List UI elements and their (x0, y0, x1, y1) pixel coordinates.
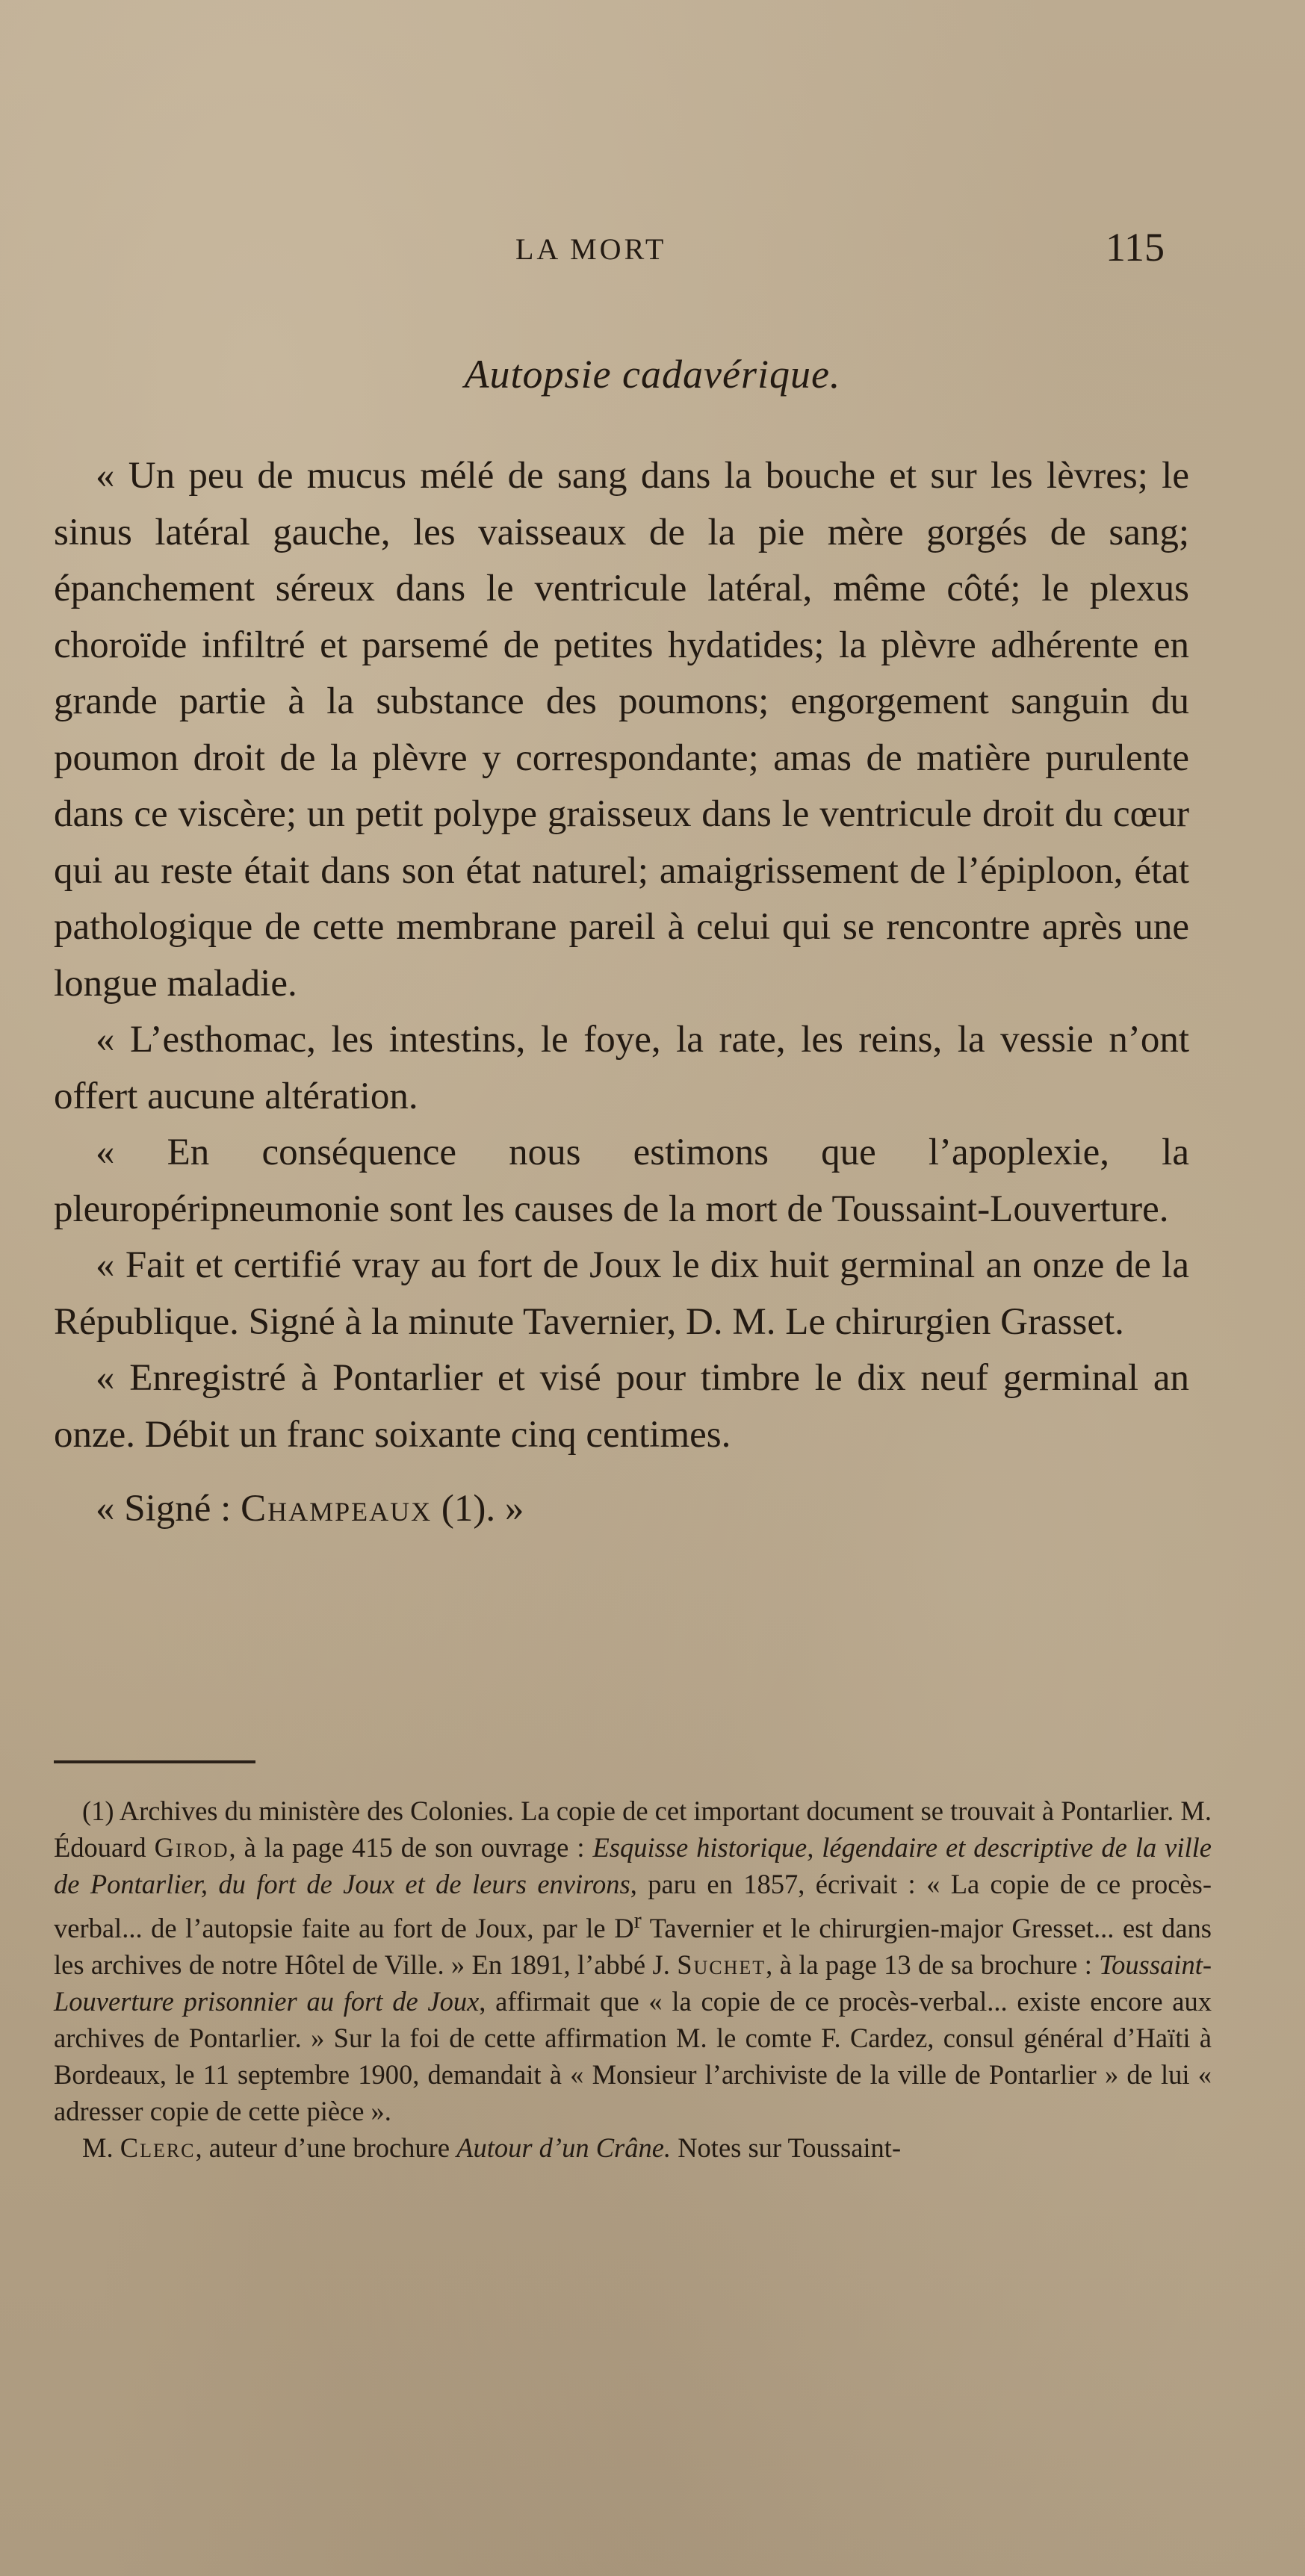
footnote-1-text: , à la page 13 de sa brochure : (766, 1949, 1100, 1981)
author-clerc: Clerc (120, 2132, 196, 2164)
signature-suffix: (1). » (432, 1488, 524, 1530)
paragraph-registration: « Enregistré à Pontarlier et visé pour timbre le dix neuf germinal an onze. Débit un franc soixante cinq centimes. (54, 1357, 1189, 1456)
brochure-title-clerc: Autour d’un Crâne. (456, 2132, 672, 2164)
footnote-2-text: Notes sur Toussaint- (671, 2132, 902, 2164)
signature-prefix: « Signé : (96, 1488, 241, 1530)
footnote-1-text: , à la page 415 de son ouvrage : (229, 1832, 593, 1863)
paragraph-conclusion: « En conséquence nous estimons que l’apoplexie, la pleuropéripneumonie sont les causes de la mort de Toussaint-Louverture. (54, 1132, 1189, 1230)
footnote-1 (54, 1793, 1212, 2129)
section-title: Autopsie cadavérique. (464, 352, 841, 397)
footnote-1-text: , affirmait que « la copie de ce procès-verbal... existe encore aux archives de Pontarlier. » Sur la foi de cette affirmation M. le comte F. Cardez, consul général d’Haïti à Bordeaux, le 11 septembre 1900, demandait à « Monsieur l’archiviste de la ville de Pontarlier » de lui « adresser copie de cette pièce ». (54, 1986, 1212, 2127)
footnotes (54, 1793, 1212, 2166)
footnote-1-text: , paru en 1857, écrivait : « La copie de ce procès-verbal... de l’autopsie faite au fort de Joux, par le D (54, 1869, 1212, 1944)
paragraph-autopsy-findings: « Un peu de mucus mélé de sang dans la bouche et sur les lèvres; le sinus latéral gauche, les vaisseaux de la pie mère gorgés de sang; épanchement séreux dans le ventricule latéral, même côté; le plexus choroïde infiltré et parsemé de petites hydatides; la plèvre adhérente en grande partie à la substance des poumons; engorgement sanguin du poumon droit de la plèvre y correspondante; amas de matière purulente dans ce viscère; un petit polype graisseux dans le ventricule droit du cœur qui au reste était dans son état naturel; amaigrissement de l’épiploon, état pathologique de cette membrane pareil à celui qui se rencontre après une longue maladie. (54, 455, 1189, 1005)
page-number: 115 (1106, 225, 1165, 270)
signature-name: Champeaux (241, 1488, 433, 1530)
footnote-divider (54, 1760, 255, 1763)
paragraph-organs: « L’esthomac, les intestins, le foye, la rate, les reins, la vessie n’ont offert aucune altération. (54, 1019, 1189, 1117)
running-title: LA MORT (515, 232, 667, 266)
brochure-title-suchet: Toussaint-Louverture prisonnier au fort de Joux (54, 1949, 1212, 2017)
book-title-girod: Esquisse historique, légendaire et descriptive de la ville de Pontarlier, du fort de Joux et de leurs environs (54, 1832, 1212, 1899)
paragraph-certification: « Fait et certifié vray au fort de Joux le dix huit germinal an onze de la République. Signé à la minute Tavernier, D. M. Le chirurgien Grasset. (54, 1244, 1189, 1343)
signature-line (54, 1481, 1189, 1538)
author-girod: Girod (154, 1832, 229, 1863)
main-text (54, 448, 1189, 1538)
doctor-abbrev-sup: r (633, 1908, 642, 1933)
author-suchet: Suchet (677, 1949, 766, 1981)
footnote-2 (54, 2129, 1212, 2166)
footnote-1-text: Tavernier et le chirurgien-major Gresset... est dans les archives de notre Hôtel de Ville. » En 1891, l’abbé J. (54, 1913, 1212, 1981)
footnote-1-text: (1) Archives du ministère des Colonies. La copie de cet important document se trouvait à Pontarlier. M. Édouard (54, 1796, 1212, 1863)
footnote-2-text: M. (82, 2132, 120, 2164)
running-head (0, 224, 1305, 276)
footnote-2-text: , auteur d’une brochure (195, 2132, 457, 2164)
